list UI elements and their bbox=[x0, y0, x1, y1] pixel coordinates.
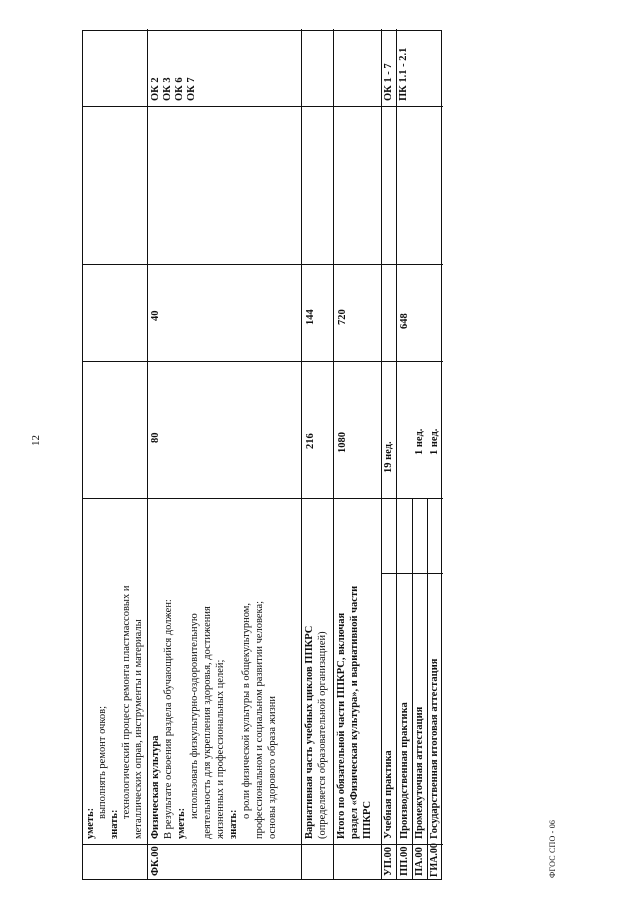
row-divider bbox=[381, 29, 382, 879]
row-title: Вариативная часть учебных циклов ППКРС bbox=[304, 625, 315, 839]
obligatory-hours: 720 bbox=[337, 309, 348, 325]
col-divider bbox=[83, 361, 443, 362]
row-divider bbox=[412, 499, 413, 879]
knowledge-text: технологический процесс ремонта пластмассовых и bbox=[121, 585, 132, 819]
row-code: УП.00 bbox=[383, 847, 394, 876]
row-code: ГИА.00 bbox=[429, 843, 440, 877]
max-hours: 216 bbox=[305, 433, 316, 449]
curriculum-table bbox=[82, 30, 442, 880]
col-divider bbox=[83, 498, 443, 499]
row-text: жизненных и профессиональных целей; bbox=[215, 659, 226, 839]
row-title: Физическая культура bbox=[150, 735, 161, 839]
row-divider bbox=[301, 29, 302, 879]
row-divider bbox=[333, 29, 334, 879]
knowledge-label: знать: bbox=[109, 809, 120, 839]
footer-standard-code: ФГОС СПО - 06 bbox=[548, 819, 557, 878]
competency-code: ОК 6 bbox=[174, 77, 185, 101]
knowledge-text: металлических оправ, инструменты и материалы bbox=[133, 619, 144, 839]
row-code: ФК.00 bbox=[150, 846, 161, 876]
col-divider bbox=[83, 264, 443, 265]
row-code: ПП.00 bbox=[399, 846, 410, 876]
competency-code: ОК 7 bbox=[186, 77, 197, 101]
max-hours: 1 нед. bbox=[429, 428, 440, 455]
competency-code: ОК 2 bbox=[150, 77, 161, 101]
row-title: Учебная практика bbox=[383, 750, 394, 839]
row-divider bbox=[147, 29, 148, 879]
row-title: раздел «Физическая культура», и вариативной части bbox=[349, 585, 360, 839]
row-text: основы здорового образа жизни bbox=[267, 696, 278, 839]
skill-label: уметь: bbox=[176, 807, 187, 839]
row-text: деятельность для укрепления здоровья, достижения bbox=[202, 606, 213, 839]
row-title: Государственная итоговая аттестация bbox=[429, 658, 440, 839]
max-hours: 19 нед. bbox=[383, 441, 394, 473]
row-title: Производственная практика bbox=[399, 702, 410, 839]
competency-code: ОК 1 - 7 bbox=[383, 63, 394, 101]
skill-text: выполнять ремонт очков; bbox=[97, 705, 108, 819]
max-hours: 1 нед. bbox=[414, 428, 425, 455]
row-divider bbox=[396, 29, 397, 879]
row-code: ПА.00 bbox=[414, 847, 425, 876]
competency-code: ПК 1.1 - 2.1 bbox=[398, 47, 409, 101]
row-text: В результате освоения раздела обучающийся должен: bbox=[163, 599, 174, 839]
col-divider bbox=[83, 106, 443, 107]
row-text: использовать физкультурно-оздоровительную bbox=[189, 613, 200, 819]
page-number: 12 bbox=[30, 435, 42, 446]
row-text: профессиональном и социальном развитии человека; bbox=[254, 600, 265, 839]
skill-label: уметь: bbox=[85, 807, 96, 839]
obligatory-hours: 648 bbox=[399, 313, 410, 329]
row-divider bbox=[427, 499, 428, 879]
max-hours: 80 bbox=[150, 432, 161, 443]
max-hours: 1080 bbox=[337, 432, 348, 453]
competency-code: ОК 3 bbox=[162, 77, 173, 101]
row-title: ППКРС bbox=[362, 800, 373, 839]
row-title: Итого по обязательной части ППКРС, включая bbox=[336, 612, 347, 839]
col-divider bbox=[83, 844, 443, 845]
row-text: (определяется образовательной организацией) bbox=[317, 631, 328, 839]
row-title: Промежуточная аттестация bbox=[414, 706, 425, 839]
row-text: о роли физической культуры в общекультурном, bbox=[241, 602, 252, 819]
knowledge-label: знать: bbox=[228, 809, 239, 839]
obligatory-hours: 144 bbox=[305, 309, 316, 325]
obligatory-hours: 40 bbox=[150, 310, 161, 321]
